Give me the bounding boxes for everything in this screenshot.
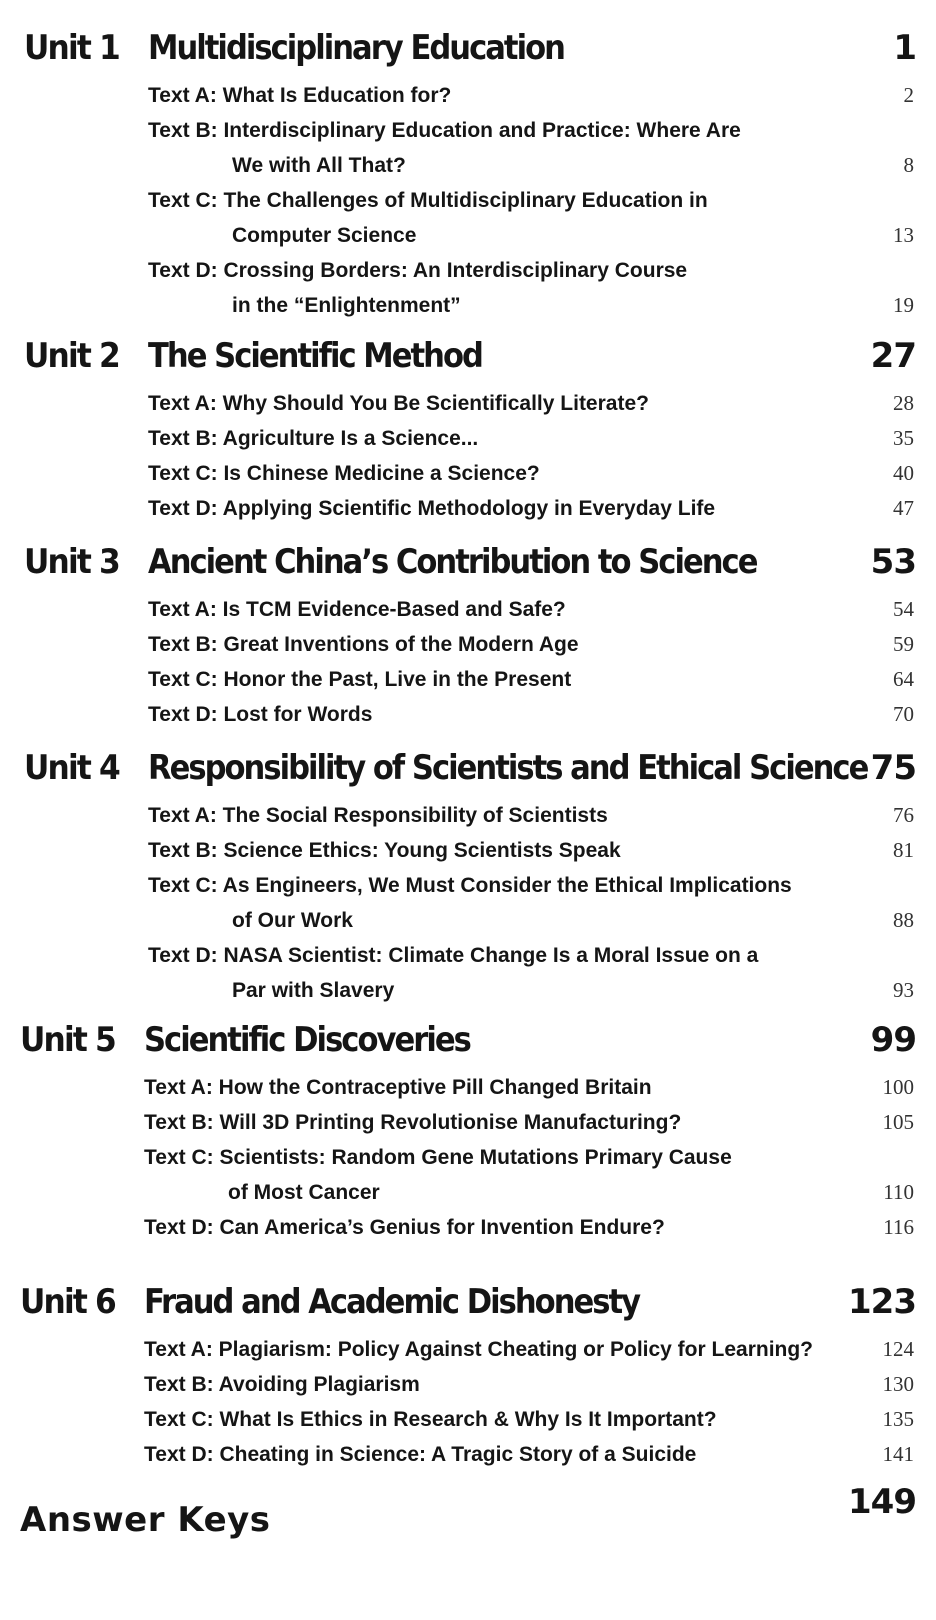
- toc-entry[interactable]: [0, 1140, 936, 1210]
- entry-title-continued: Par with Slavery: [232, 979, 395, 1002]
- unit-title[interactable]: Scientific Discoveries: [144, 1020, 470, 1060]
- entry-page-number: 135: [882, 1407, 914, 1431]
- toc-entry[interactable]: [0, 456, 936, 491]
- entry-title: Text C: The Challenges of Multidisciplinary Education in: [148, 189, 708, 212]
- entry-page-number: 8: [903, 153, 914, 177]
- entry-page-number: 93: [893, 978, 914, 1002]
- entry-title: Text D: Can America’s Genius for Invention Endure?: [144, 1216, 665, 1239]
- answer-keys-page-number: 149: [848, 1482, 916, 1522]
- unit-page-number: 99: [870, 1020, 916, 1060]
- toc-entry[interactable]: [0, 592, 936, 627]
- unit-3-section: [0, 542, 936, 732]
- unit-title[interactable]: The Scientific Method: [148, 336, 482, 376]
- entry-title: Text B: Interdisciplinary Education and Practice: Where Are: [148, 119, 741, 142]
- entry-page-number: 105: [882, 1110, 914, 1134]
- toc-entry[interactable]: [0, 868, 936, 938]
- entry-title: Text B: Will 3D Printing Revolutionise Manufacturing?: [144, 1111, 682, 1134]
- entry-title: Text A: Is TCM Evidence-Based and Safe?: [148, 598, 566, 621]
- toc-entry[interactable]: [0, 421, 936, 456]
- entry-page-number: 130: [882, 1372, 914, 1396]
- entry-page-number: 59: [893, 632, 914, 656]
- unit-page-number: 75: [870, 748, 916, 788]
- entry-page-number: 141: [882, 1442, 914, 1466]
- unit-label: Unit 1: [24, 28, 119, 68]
- entry-title: Text A: How the Contraceptive Pill Changed Britain: [144, 1076, 652, 1099]
- entry-page-number: 47: [893, 496, 914, 520]
- entry-page-number: 2: [903, 83, 914, 107]
- entry-title: Text A: Why Should You Be Scientifically Literate?: [148, 392, 649, 415]
- entry-page-number: 110: [883, 1180, 914, 1204]
- toc-entry[interactable]: [0, 938, 936, 1008]
- toc-entry[interactable]: [0, 1070, 936, 1105]
- entry-page-number: 54: [893, 597, 914, 621]
- toc-entry[interactable]: [0, 697, 936, 732]
- unit-page-number: 123: [848, 1282, 916, 1322]
- unit-label: Unit 2: [24, 336, 119, 376]
- toc-entry[interactable]: [0, 798, 936, 833]
- entry-title: Text B: Agriculture Is a Science...: [148, 427, 479, 450]
- entry-title-continued: Computer Science: [232, 224, 417, 247]
- entry-page-number: 19: [893, 293, 914, 317]
- unit-title[interactable]: Multidisciplinary Education: [148, 28, 564, 68]
- entry-title-continued: in the “Enlightenment”: [232, 294, 461, 317]
- unit-label: Unit 5: [20, 1020, 115, 1060]
- entry-title-continued: of Most Cancer: [228, 1181, 380, 1204]
- entry-page-number: 124: [882, 1337, 914, 1361]
- entry-title: Text D: Cheating in Science: A Tragic Story of a Suicide: [144, 1443, 697, 1466]
- unit-label: Unit 4: [24, 748, 119, 788]
- entry-title: Text B: Science Ethics: Young Scientists Speak: [148, 839, 621, 862]
- answer-keys-title[interactable]: Answer Keys: [20, 1500, 271, 1540]
- entry-page-number: 35: [893, 426, 914, 450]
- entry-title: Text B: Great Inventions of the Modern Age: [148, 633, 579, 656]
- entry-page-number: 13: [893, 223, 914, 247]
- toc-entry[interactable]: [0, 627, 936, 662]
- unit-label: Unit 6: [20, 1282, 115, 1322]
- entry-title-continued: We with All That?: [232, 154, 406, 177]
- entry-title: Text A: What Is Education for?: [148, 84, 452, 107]
- entry-page-number: 70: [893, 702, 914, 726]
- toc-entry[interactable]: [0, 1105, 936, 1140]
- toc-entry[interactable]: [0, 662, 936, 697]
- toc-entry[interactable]: [0, 183, 936, 253]
- toc-entry[interactable]: [0, 253, 936, 323]
- unit-1-section: [0, 28, 936, 323]
- entry-page-number: 116: [883, 1215, 914, 1239]
- entry-page-number: 100: [882, 1075, 914, 1099]
- entry-page-number: 28: [893, 391, 914, 415]
- unit-6-section: [0, 1282, 936, 1472]
- toc-entry[interactable]: [0, 1367, 936, 1402]
- entry-title: Text D: Crossing Borders: An Interdisciplinary Course: [148, 259, 688, 282]
- entry-title: Text C: Is Chinese Medicine a Science?: [148, 462, 540, 485]
- entry-title: Text A: Plagiarism: Policy Against Cheating or Policy for Learning?: [144, 1338, 814, 1361]
- unit-page-number: 27: [870, 336, 916, 376]
- unit-title[interactable]: Ancient China’s Contribution to Science: [148, 542, 757, 582]
- entry-title: Text D: NASA Scientist: Climate Change Is a Moral Issue on a: [148, 944, 759, 967]
- entry-title: Text D: Applying Scientific Methodology in Everyday Life: [148, 497, 716, 520]
- entry-page-number: 81: [893, 838, 914, 862]
- toc-entry[interactable]: [0, 1437, 936, 1472]
- toc-entry[interactable]: [0, 1402, 936, 1437]
- toc-entry[interactable]: [0, 491, 936, 526]
- unit-4-section: [0, 748, 936, 1008]
- toc-entry[interactable]: [0, 78, 936, 113]
- entry-title: Text A: The Social Responsibility of Scientists: [148, 804, 608, 827]
- unit-page-number: 1: [893, 28, 916, 68]
- toc-entry[interactable]: [0, 1210, 936, 1245]
- entry-title: Text C: Honor the Past, Live in the Present: [148, 668, 572, 691]
- entry-title-continued: of Our Work: [232, 909, 353, 932]
- unit-label: Unit 3: [24, 542, 119, 582]
- entry-title: Text D: Lost for Words: [148, 703, 373, 726]
- entry-title: Text B: Avoiding Plagiarism: [144, 1373, 420, 1396]
- unit-page-number: 53: [870, 542, 916, 582]
- entry-page-number: 76: [893, 803, 914, 827]
- unit-title[interactable]: Responsibility of Scientists and Ethical Science: [148, 748, 868, 788]
- entry-page-number: 40: [893, 461, 914, 485]
- toc-entry[interactable]: [0, 386, 936, 421]
- entry-page-number: 88: [893, 908, 914, 932]
- entry-title: Text C: As Engineers, We Must Consider the Ethical Implications: [148, 874, 792, 897]
- toc-entry[interactable]: [0, 833, 936, 868]
- toc-entry[interactable]: [0, 113, 936, 183]
- unit-2-section: [0, 336, 936, 526]
- entry-title: Text C: Scientists: Random Gene Mutations Primary Cause: [144, 1146, 732, 1169]
- unit-5-section: [0, 1020, 936, 1245]
- toc-entry[interactable]: [0, 1332, 936, 1367]
- entry-title: Text C: What Is Ethics in Research & Why Is It Important?: [144, 1408, 717, 1431]
- unit-title[interactable]: Fraud and Academic Dishonesty: [144, 1282, 640, 1322]
- entry-page-number: 64: [893, 667, 914, 691]
